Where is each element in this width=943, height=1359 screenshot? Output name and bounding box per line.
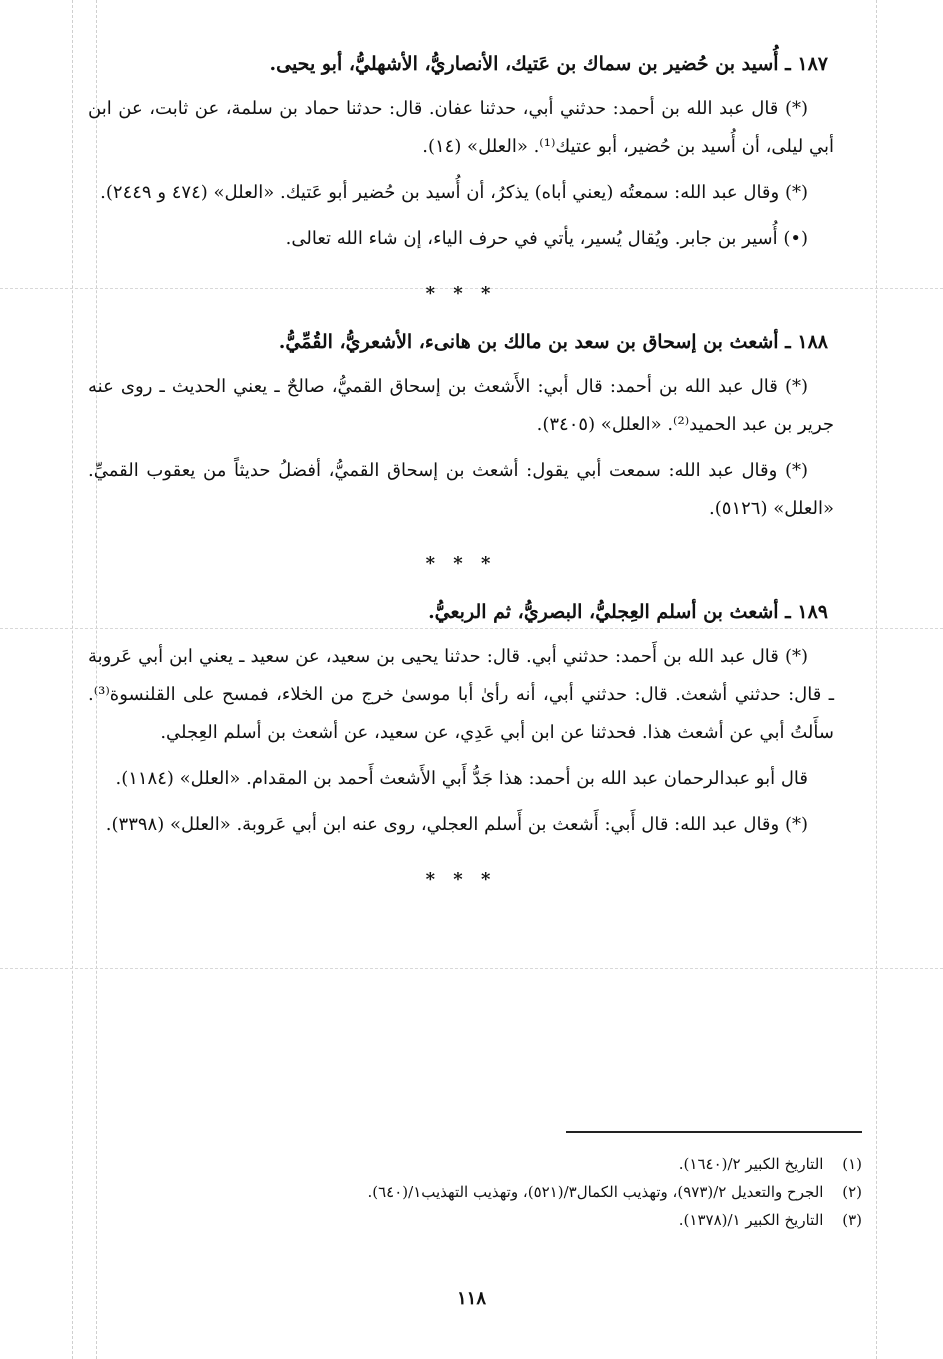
entry-189 [88,592,834,844]
entry-paragraph: (•) أُسير بن جابر. ويُقال يُسير، يأتي في حرف الياء، إن شاء الله تعالى. [285,228,808,249]
entry-paragraph: قال أبو عبدالرحمان عبد الله بن أحمد: هذا جَدُّ أَبي الأَشعث أَحمد بن المقدام. «العلل» (١١٨٤). [115,768,808,789]
entry-paragraph: (*) قال عبد الله بن أَحمد: حدثني أبي. قال: حدثنا يحيى بن سعيد، عن سعيد ـ يعني ابن أبي عَروبة ـ قال: حدثني أشعث. قال: حدثني أبي، أنه رأىٰ أبا موسىٰ خرج من الخلاء، فمسح على القلنسوة⁽³⁾. سأَلتُ أبي عن أشعث هذا. فحدثنا عن ابن أبي عَدِي، عن سعيد، عن أشعث بن أسلم العِجلي. [88,646,834,743]
footnote [88,1206,862,1234]
entry-heading: ١٨٧ ـ أُسيد بن حُضير بن سماك بن عَتيك، الأنصاريُّ، الأشهليُّ، أبو يحيى. [269,53,828,75]
section-separator: * * * [425,553,497,574]
section-separator: * * * [425,283,497,304]
footnote-number: (٢) [842,1183,862,1201]
entry-188 [88,322,834,528]
footnote-text: التاريخ الكبير ١/(١٣٧٨). [678,1211,824,1229]
margin-guide [876,0,877,1359]
entry-paragraph: (*) قال عبد الله بن أحمد: حدثني أبي، حدثنا عفان. قال: حدثنا حماد بن سلمة، عن ثابت، عن ابن أبي ليلى، أن أُسيد بن حُضير، أبو عتيك⁽¹⁾. «العلل» (١٤). [88,98,834,157]
margin-guide [72,0,73,1359]
footnote-text: التاريخ الكبير ٢/(١٦٤٠). [678,1155,824,1173]
footnote-number: (٣) [842,1211,862,1229]
footnote-text: الجرح والتعديل ٢/(٩٧٣)، وتهذيب الكمال٣/(٥٢١)، وتهذيب التهذيب١/(٦٤٠). [367,1183,824,1201]
entry-paragraph: (*) وقال عبد الله: سمعت أبي يقول: أشعث بن إسحاق القميُّ، أفضلُ حديثاً من يعقوب القميِّ. «العلل» (٥١٢٦). [88,460,834,519]
entry-paragraph: (*) وقال عبد الله: قال أَبي: أَشعث بن أَسلم العجلي، روى عنه ابن أبي عَروبة. «العلل» (٣٣٩٨). [105,814,808,835]
page-number: ١١٨ [456,1288,486,1309]
row-guide [0,968,943,969]
entry-heading: ١٨٨ ـ أشعث بن إسحاق بن سعد بن مالك بن هانىء، الأشعريُّ، القُمِّيُّ. [278,331,828,353]
section-separator: * * * [425,869,497,890]
footnote [88,1178,862,1206]
entry-heading: ١٨٩ ـ أشعث بن أسلم العِجليُّ، البصريُّ، ثم الربعيُّ. [428,601,828,623]
entry-paragraph: (*) وقال عبد الله: سمعتُه (يعني أباه) يذكرُ، أن أُسيد بن حُضير أبو عَتيك. «العلل» (٤٧٤ و ٢٤٤٩). [100,182,808,203]
main-text [88,44,834,908]
footnote-number: (١) [842,1155,862,1173]
footnote [88,1150,862,1178]
entry-187 [88,44,834,258]
footnote-rule [566,1131,862,1133]
entry-paragraph: (*) قال عبد الله بن أحمد: قال أبي: الأَشعث بن إسحاق القميُّ، صالحٌ ـ يعني الحديث ـ روى عنه جرير بن عبد الحميد⁽²⁾. «العلل» (٣٤٠٥). [88,376,834,435]
footnotes [88,1150,862,1234]
